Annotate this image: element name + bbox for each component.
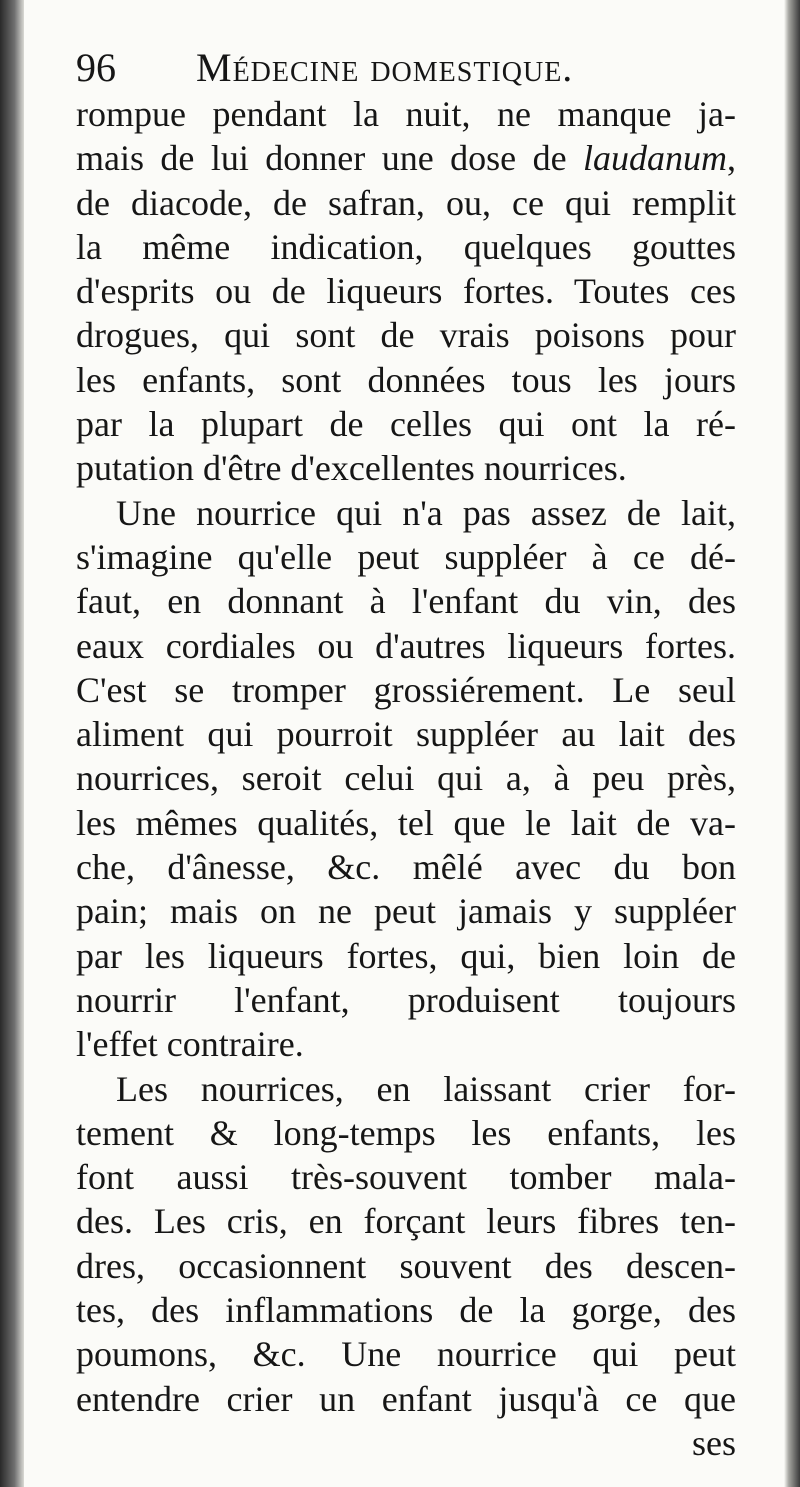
text-line: la même indication, quelques gouttes [76, 226, 736, 267]
text-line: les mêmes qualités, tel que le lait de va- [76, 802, 736, 843]
text-line: rompue pendant la nuit, ne manque ja- [76, 94, 736, 134]
text-line: aliment qui pourroit suppléer au lait des [76, 714, 736, 755]
text-line: Une nourrice qui n'a pas assez de lait, [116, 492, 736, 533]
text-line: eaux cordiales ou d'autres liqueurs fortes. [76, 625, 736, 666]
text-line: drogues, qui sont de vrais poisons pour [76, 315, 736, 356]
paragraph [76, 92, 736, 491]
page-number: 96 [76, 45, 116, 90]
paragraph [76, 491, 736, 1067]
text-line: pain; mais on ne peut jamais y suppléer [76, 891, 736, 932]
text-line: tement & long-temps les enfants, les [76, 1112, 736, 1153]
text-line: nourrir l'enfant, produisent toujours [76, 979, 736, 1020]
text-line: putation d'être d'excellentes nourrices. [76, 448, 627, 489]
text-line: des. Les cris, en forçant leurs fibres ten- [76, 1201, 736, 1242]
paragraph [76, 1067, 736, 1421]
text-line: les enfants, sont données tous les jours [76, 359, 736, 400]
text-line: dres, occasionnent souvent des descen- [76, 1245, 736, 1286]
text-line: par les liqueurs fortes, qui, bien loin de [76, 935, 736, 976]
text-line: Les nourrices, en laissant crier for- [116, 1068, 736, 1109]
text-line: de diacode, de safran, ou, ce qui remplit [76, 182, 736, 223]
text-run: , [727, 138, 736, 179]
text-line: faut, en donnant à l'enfant du vin, des [76, 581, 736, 622]
page-edge-shadow-right [784, 0, 800, 1487]
running-header [76, 40, 736, 96]
text-line: par la plupart de celles qui ont la ré- [76, 404, 736, 445]
page-edge-shadow-left [0, 0, 24, 1487]
text-line: entendre crier un enfant jusqu'à ce que [76, 1378, 736, 1419]
text-line: che, d'ânesse, &c. mêlé avec du bon [76, 847, 736, 888]
text-run: mais de lui donner une dose de [76, 138, 583, 179]
body-text [76, 92, 736, 1465]
text-line: poumons, &c. Une nourrice qui peut [76, 1334, 736, 1375]
running-title: Médecine domestique. [196, 45, 574, 90]
text-line: l'effet contraire. [76, 1024, 304, 1065]
text-line: font aussi très-souvent tomber mala- [76, 1157, 736, 1198]
text-line: s'imagine qu'elle peut suppléer à ce dé- [76, 536, 736, 577]
text-line [76, 136, 736, 180]
italic-term: laudanum [583, 138, 727, 179]
text-line: nourrices, seroit celui qui a, à peu près, [76, 758, 736, 799]
catchword: ses [692, 1422, 736, 1463]
text-line: d'esprits ou de liqueurs fortes. Toutes ces [76, 271, 736, 312]
text-line: tes, des inflammations de la gorge, des [76, 1290, 736, 1331]
text-line: C'est se tromper grossiérement. Le seul [76, 669, 736, 710]
